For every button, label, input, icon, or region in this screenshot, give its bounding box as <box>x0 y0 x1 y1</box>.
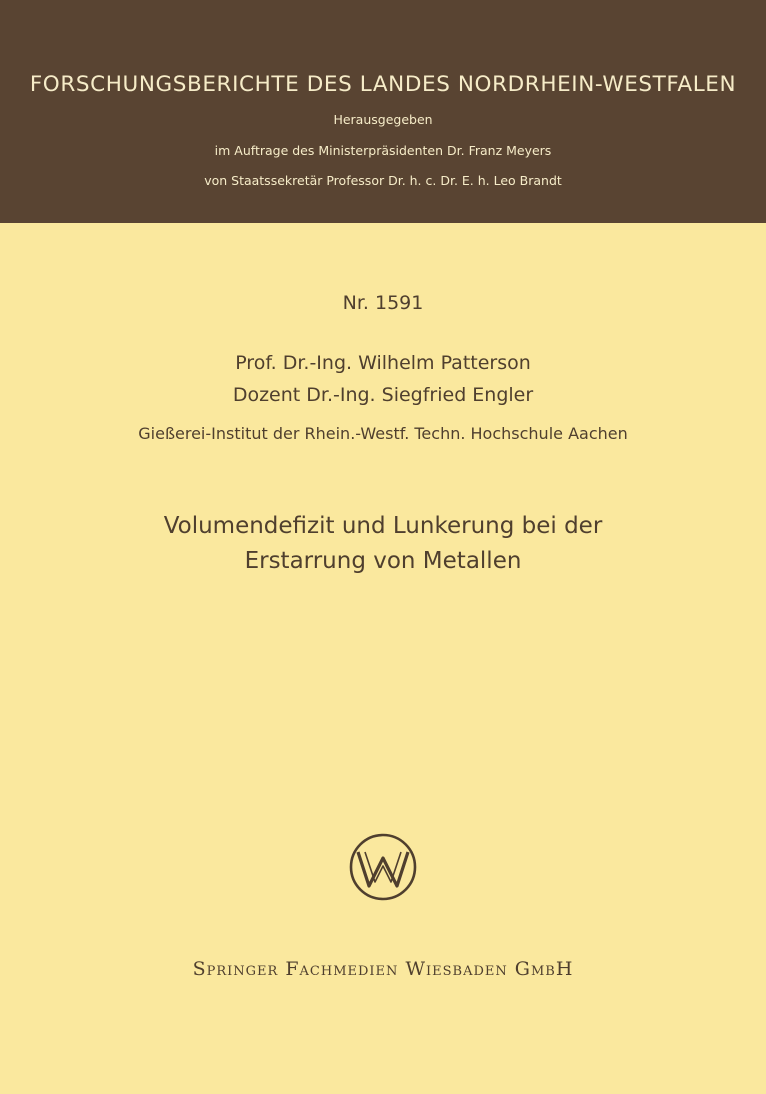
publisher-name: Springer Fachmedien Wiesbaden GmbH <box>192 958 574 980</box>
book-title-line-1: Volumendefizit und Lunkerung bei der <box>163 513 603 539</box>
book-title-line-2: Erstarrung von Metallen <box>244 548 522 574</box>
series-header-band <box>0 0 766 223</box>
author-2: Dozent Dr.-Ing. Siegfried Engler <box>232 384 534 406</box>
report-number: Nr. 1591 <box>342 292 424 314</box>
publisher-logo-icon <box>348 832 418 902</box>
author-1: Prof. Dr.-Ing. Wilhelm Patterson <box>235 352 531 374</box>
commission-note: im Auftrage des Ministerpräsidenten Dr. Franz Meyers <box>214 143 552 158</box>
institute: Gießerei-Institut der Rhein.-Westf. Techn. Hochschule Aachen <box>138 424 628 443</box>
editor-name: von Staatssekretär Professor Dr. h. c. Dr. E. h. Leo Brandt <box>204 173 562 188</box>
series-title: FORSCHUNGSBERICHTE DES LANDES NORDRHEIN-WESTFALEN <box>29 72 737 97</box>
editor-note: Herausgegeben <box>333 112 433 127</box>
